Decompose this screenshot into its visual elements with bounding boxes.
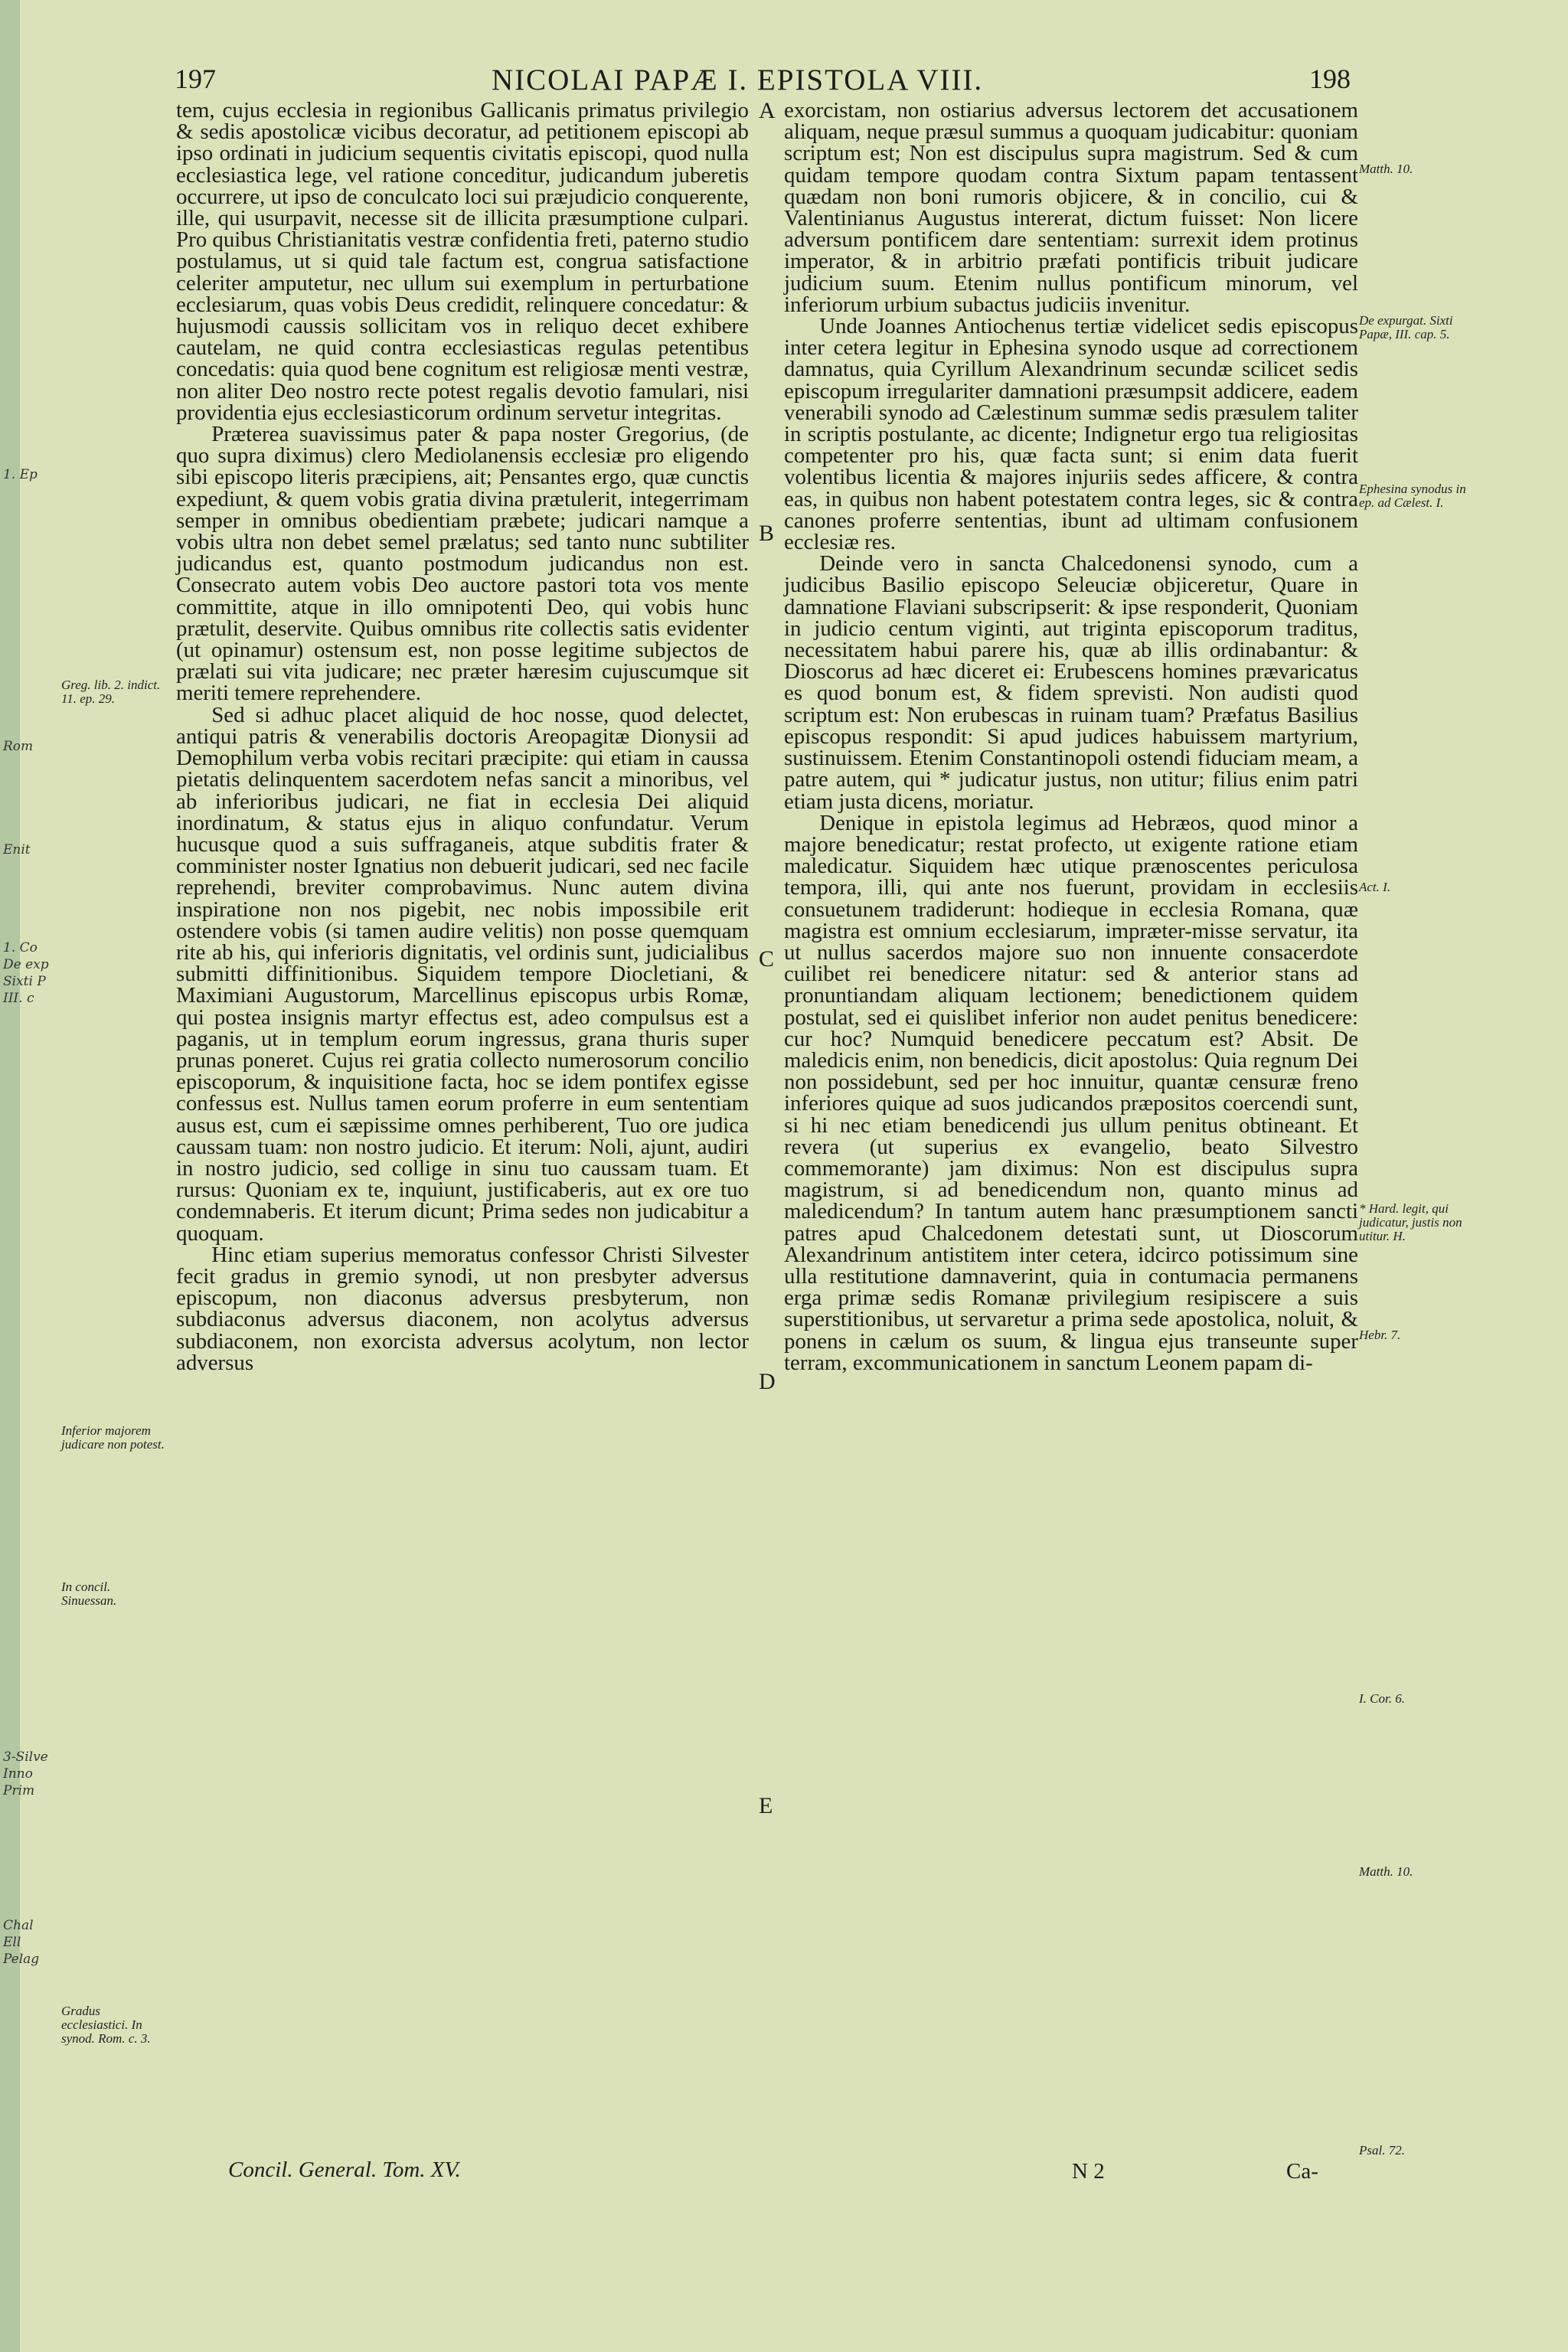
- section-letter-a: A: [759, 98, 776, 123]
- margin-note: Ephesina synodus in ep. ad Cælest. I.: [1359, 482, 1466, 510]
- gutter-fragment: Ell: [3, 1935, 21, 1950]
- gutter-fragment: Rom: [3, 739, 34, 754]
- gutter-fragment: Inno: [3, 1766, 33, 1782]
- paragraph: tem, cujus ecclesia in regionibus Gallicanis primatus privilegio & sedis apostolicæ vicibus decoratur, ad petitionem episcopi ab ipso ordinati in judicium sequentis civitatis episcopi, quod nulla ecclesiastica lege, vel ratione conceditur, judicandum juberetis occurrere, ut ipso de conculcato loci sui præjudicio conquerente, ille, qui usurpavit, necesse sit de illicita præsumptione culpari. Pro quibus Christianitatis vestræ confidentia freti, paterno studio postulamus, ut si quid tale factum est, congrua satisfactione celeriter amputetur, nec ullum sui exemplum in perturbatione ecclesiarum, quas vobis Deus credidit, relinquere concedatur: & hujusmodi caussis sollicitam vos in reliquo decet exhibere cautelam, ne quid contra ecclesiasticas regulas petentibus concedatis: quia quod bene cognitum est religiosæ menti vestræ, non aliter Deo nostro recte potest regalis devotio famulari, nisi providentia ejus ecclesiasticorum ordinum servetur integritas.: [176, 98, 749, 425]
- gutter-fragment: 3-Silve: [3, 1749, 48, 1765]
- margin-note: Inferior majorem judicare non potest.: [61, 1423, 165, 1452]
- paragraph: Denique in epistola legimus ad Hebræos, quod minor a majore benedicatur; restat profecto, ut exigente ratione etiam maledicatur. Siquidem hæc utique prænoscentes periculosa tempora, illi, qui ante nos fuerunt, providam in ecclesiis consuetunem tradiderunt: hodieque in ecclesia Romana, quæ magistra est omnium ecclesiarum, impræter-misse servatur, ita ut nullus sacerdos majore suo non innuente consacerdote cuilibet rei benedicere nitatur: sed & anterior stans ad pronuntiandam aliquam lectionem; benedictionem quidem postulat, sed ei quislibet inferior non audet penitus benedicere: cur hoc? Numquid benedicere peccatum est? Absit. De maledicis enim, non benedicis, dicit apostolus: Quia regnum Dei non possidebunt, sed per hoc innuitur, quantæ censuræ freno inferiores quique ad suos judicandos præpositos coercendi sunt, si hi nec etiam benedicendi jus ullum penitus obtineant. Et revera (ut superius ex evangelio, beato Silvestro commemorante) jam diximus: Non est discipulus supra magistrum, si ad benedicendum non, quanto minus ad maledicendum? In tantum autem hanc præsumptionem sancti patres apud Chalcedonem detestati sunt, ut Dioscorum Alexandrinum antistitem inter cetera, idcirco potissimum sine ulla restitutione damnaverint, quia in contumacia permanens erga primæ sedis Romanæ privilegium resipiscere a suis superstitionibus, ut servaretur a prima sede apostolica, noluit, & ponens in cælum os suum, & lingua ejus transeunte super terram, excommunicationem in sanctum Leonem papam di-: [784, 810, 1358, 1375]
- margin-note: In concil. Sinuessan.: [61, 1579, 117, 1608]
- left-text-column: [176, 100, 749, 1374]
- gutter-fragment: 1. Co: [3, 940, 38, 956]
- margin-note: Gradus ecclesiastici. In synod. Rom. c. 3.: [61, 2004, 151, 2046]
- margin-note: I. Cor. 6.: [1359, 1691, 1405, 1706]
- gutter-fragment: Sixti P: [3, 974, 46, 989]
- paragraph: Deinde vero in sancta Chalcedonensi synodo, cum a judicibus Basilio episcopo Seleuciæ objiceretur, Quare in damnatione Flaviani subscripserit: & ipse responderit, Quoniam in judicio centum viginti, aut triginta episcoporum traditus, necessitatem habui parere his, quæ ab illis ordinabantur: & Dioscorus ad hæc diceret ei: Erubescens homines prævaricatus es quod bonum est, & fidem sprevisti. Non audisti quod scriptum est: Non erubescas in ruinam tuam? Præfatus Basilius episcopus respondit: Si apud judices habuissem martyrium, sustinuissem. Etenim Constantinopoli ostendi fiduciam meam, a patre autem, qui * judicatur justus, non utitur; filius enim patri etiam justa dicens, moriatur.: [784, 551, 1358, 814]
- margin-note: De expurgat. Sixti Papæ, III. cap. 5.: [1359, 313, 1453, 341]
- gutter-fragment: 1. Ep: [3, 467, 38, 482]
- paragraph: Sed si adhuc placet aliquid de hoc nosse, quod delectet, antiqui patris & venerabilis doctoris Areopagitæ Dionysii ad Demophilum verba vobis recitari præcipite: qui etiam in caussa pietatis delinquentem sacerdotem nefas sancit a minoribus, vel ab inferioribus judicari, ne fiat in ecclesia Dei aliquid inordinatum, & status ejus in aliquo confundatur. Verum hucusque quod a suis suffraganeis, atque subditis frater & comminister noster Ignatius non debuerit judicari, sed nec facile reprehendi, breviter comprobavimus. Nunc autem divina inspiratione non nos pigebit, nec nobis impossibile erit ostendere vobis (si tamen audire velitis) non posse quemquam rite ab his, qui inferioris dignitatis, vel ordinis sunt, judicialibus submitti diffinitionibus. Siquidem tempore Diocletiani, & Maximiani Augustorum, Marcellinus episcopus urbis Romæ, qui postea insignis martyr effectus est, adeo compulsus est a paganis, ut in templum eorum ingressus, grana thuris super prunas poneret. Cujus rei gratia collecto numerosorum concilio episcoporum, & inquisitione facta, hoc se idem pontifex egisse confessus est. Nullus tamen eorum proferre in eum sententiam ausus est, cum ei sæpissime omnes perhiberent, Tuo ore judica caussam tuam: non nostro judicio. Et iterum: Noli, ajunt, audiri in nostro judicio, sed collige in sinu tuo caussam tuam. Et rursus: Quoniam ex te, inquiunt, justificaberis, aut ex ore tuo condemnaberis. Et iterum dicunt; Prima sedes non judicabitur a quoquam.: [176, 702, 749, 1246]
- gutter-fragment: Pelag: [3, 1952, 40, 1967]
- margin-note: * Hard. legit, qui judicatur, justis non utitur. H.: [1359, 1201, 1462, 1243]
- section-letter-b: B: [759, 521, 775, 546]
- margin-note: Matth. 10.: [1359, 1864, 1413, 1879]
- paragraph: Hinc etiam superius memoratus confessor Christi Silvester fecit gradus in gremio synodi, ut non presbyter adversus episcopum, non diaconus adversus presbyterum, non subdiaconus adversus diaconem, non acolytus adversus subdiaconem, non exorcista adversus acolytum, non lector adversus: [176, 1242, 749, 1375]
- section-letter-c: C: [759, 946, 775, 972]
- signature-mark: N 2: [1072, 2159, 1105, 2184]
- paragraph: Unde Joannes Antiochenus tertiæ videlicet sedis episcopus inter cetera legitur in Ephesina synodo usque ad correctionem damnatus, quia Cyrillum Alexandrinum secundæ scilicet sedis episcopum irregulariter damnationi præsumpsit addicere, eadem venerabili synodo ad Cælestinum summæ sedis præsulem taliter in scriptis postulante, ac dicente; Indignetur ergo tua religiositas competenter pro his, quæ facta sunt; si enim data fuerit volentibus licentia & majores injuriis sedes afficere, & contra eas, in quibus non habent potestatem contra leges, sic & contra canones proferre sententias, ibunt ad ultimam confusionem ecclesiæ res.: [784, 314, 1358, 555]
- gutter-fragment: III. c: [3, 991, 34, 1006]
- footer-volume: Concil. General. Tom. XV.: [228, 2158, 461, 2182]
- gutter-fragment: Chal: [3, 1918, 34, 1933]
- gutter-fragment: Enit: [3, 842, 31, 858]
- paragraph: Præterea suavissimus pater & papa noster Gregorius, (de quo supra diximus) clero Mediolanensis ecclesiæ pro eligendo sibi episcopo literis præcipiens, ait; Pensantes ergo, quæ cunctis expediunt, & quem vobis gratia divina prætulerit, integerrimam semper in omnibus obedientiam præbete; judicari namque a vobis ultra non debet semel prælatus; sed tanto nunc subtiliter judicandus est, quanto postmodum judicandus non est. Consecrato autem vobis Deo auctore pastori tota vos mente committite, atque in illo omnipotenti Deo, qui vobis hunc prætulit, deservite. Quibus omnibus rite collectis satis evidenter (ut opinamur) ostensum est, non posse legitime subjectos de prælati sui vita judicare; nec præter hæresim cujuscumque sit meriti temere reprehendere.: [176, 422, 749, 706]
- catchword: Ca-: [1286, 2159, 1318, 2184]
- paragraph: exorcistam, non ostiarius adversus lectorem det accusationem aliquam, neque præsul summus a quoquam judicabitur: quoniam scriptum est; Non est discipulus supra magistrum. Sed & cum quidam tempore quodam contra Sixtum papam tentassent quædam non boni rumoris objicere, & in concilio, cui & Valentinianus Augustus intererat, dictum fuisset: Non licere adversum pontificem dare sententiam: surrexit idem protinus imperator, & in arbitrio præfati pontificis tribuit judicare judicium suum. Etenim nullus pontificum minorum, vel inferiorum urbium subactus judiciis invenitur.: [784, 98, 1358, 317]
- margin-note: Matth. 10.: [1359, 162, 1413, 176]
- margin-note: Greg. lib. 2. indict. 11. ep. 29.: [61, 678, 161, 706]
- gutter-fragment: De exp: [3, 957, 49, 972]
- section-letter-e: E: [759, 1793, 773, 1818]
- gutter-fragment: Prim: [3, 1783, 35, 1798]
- right-text-column: [784, 100, 1358, 1374]
- section-letter-d: D: [759, 1369, 776, 1394]
- margin-note: Psal. 72.: [1359, 2143, 1405, 2158]
- previous-page-gutter: [0, 0, 49, 2352]
- margin-note: Hebr. 7.: [1359, 1328, 1401, 1342]
- running-title: NICOLAI PAPÆ I. EPISTOLA VIII.: [492, 64, 984, 96]
- margin-note: Act. I.: [1359, 880, 1391, 894]
- left-page-number: 197: [175, 64, 216, 94]
- right-page-number: 198: [1309, 64, 1351, 94]
